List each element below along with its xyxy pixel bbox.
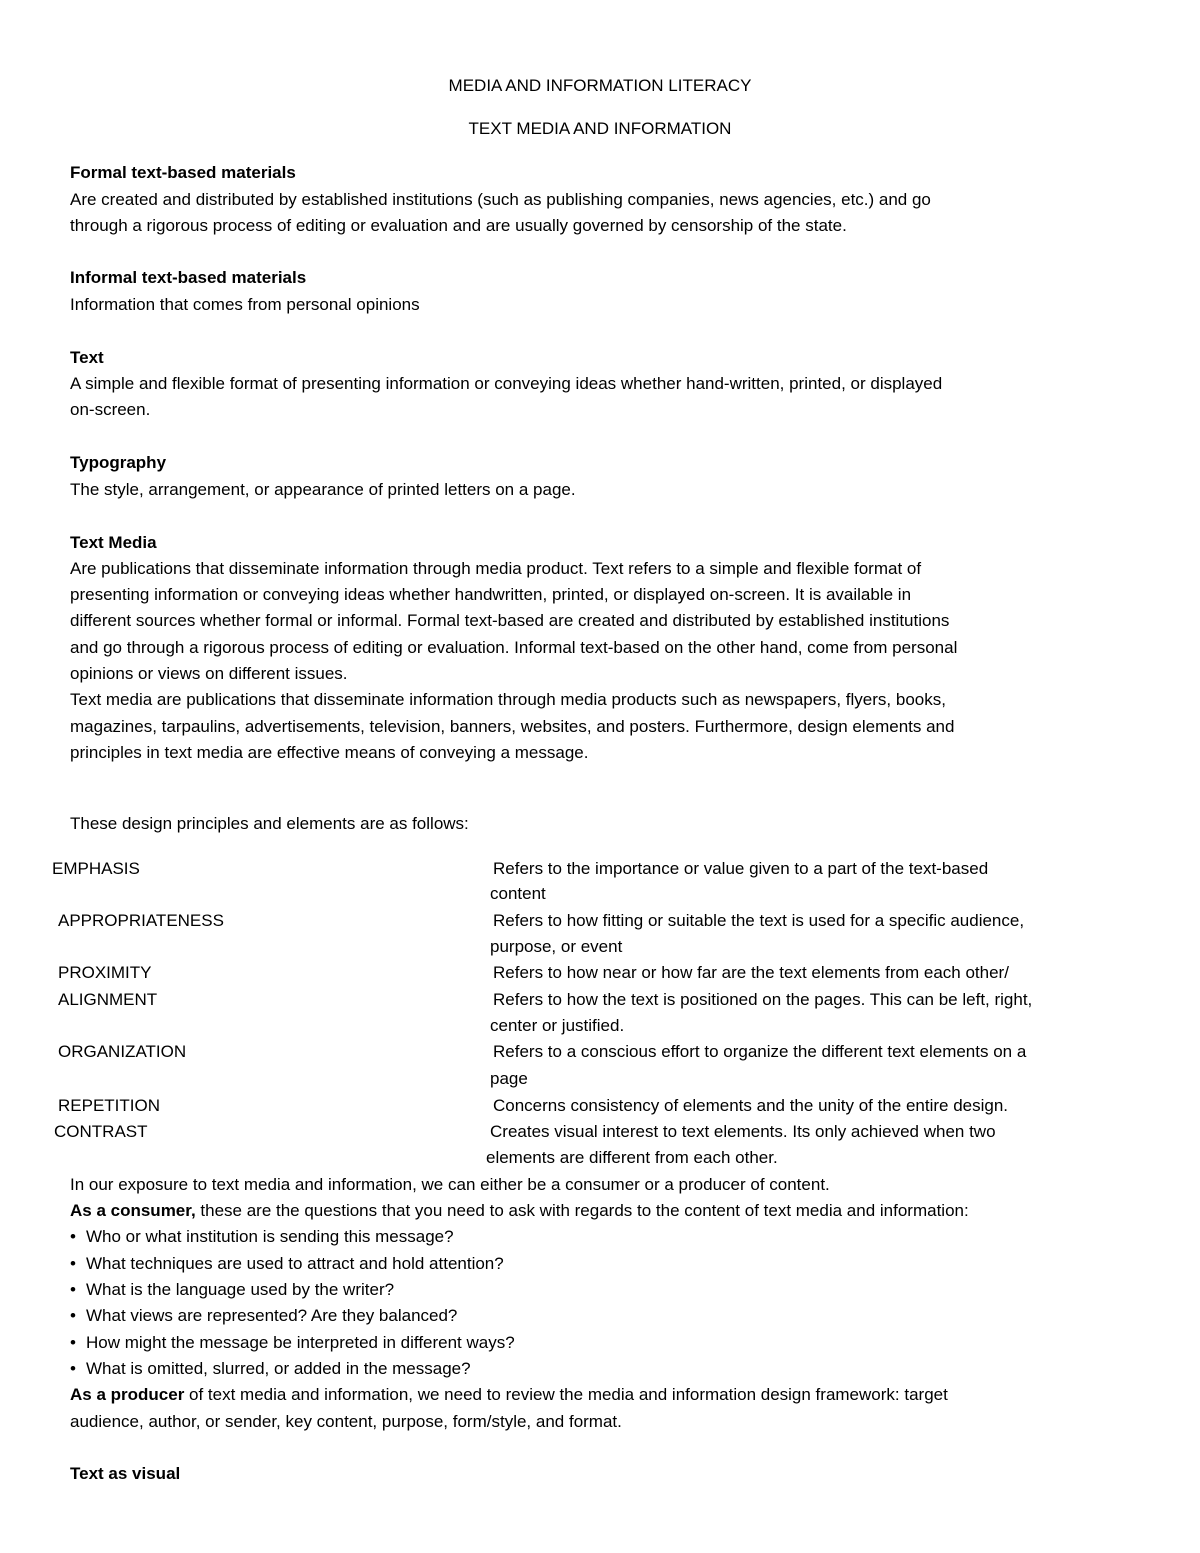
principle-term-contrast: CONTRAST — [54, 1122, 148, 1141]
typography-heading: Typography — [70, 453, 167, 472]
bullet-icon: • — [70, 1333, 76, 1352]
principle-def-organization-2: page — [490, 1069, 528, 1088]
producer-line-2: audience, author, or sender, key content, purpose, form/style, and format. — [70, 1412, 622, 1431]
question-item: • What is omitted, slurred, or added in the message? — [70, 1356, 471, 1382]
principle-def-emphasis-2: content — [490, 884, 546, 903]
bullet-icon: • — [70, 1227, 76, 1246]
principle-term-alignment: ALIGNMENT — [58, 990, 158, 1009]
principle-def-appropriateness-1: Refers to how fitting or suitable the text is used for a specific audience, — [493, 911, 1025, 930]
principle-def-appropriateness-2: purpose, or event — [490, 937, 623, 956]
text-media-line-3: different sources whether formal or informal. Formal text-based are created and distributed by established institutions — [70, 611, 950, 630]
typography-line-1: The style, arrangement, or appearance of printed letters on a page. — [70, 480, 576, 499]
question-item: • What views are represented? Are they balanced? — [70, 1303, 457, 1329]
formal-line-2: through a rigorous process of editing or evaluation and are usually governed by censorship of the state. — [70, 216, 847, 235]
principle-def-proximity-1: Refers to how near or how far are the text elements from each other/ — [493, 963, 1009, 982]
principle-def-repetition-1: Concerns consistency of elements and the unity of the entire design. — [493, 1096, 1009, 1115]
bullet-icon: • — [70, 1254, 76, 1273]
principle-term-emphasis: EMPHASIS — [52, 859, 140, 878]
exposure-paragraph: In our exposure to text media and information, we can either be a consumer or a producer of content. — [70, 1175, 830, 1194]
bullet-icon: • — [70, 1306, 76, 1325]
text-media-line-5: opinions or views on different issues. — [70, 664, 348, 683]
principles-intro: These design principles and elements are as follows: — [70, 814, 469, 833]
informal-line-1: Information that comes from personal opinions — [70, 295, 420, 314]
text-media-heading: Text Media — [70, 533, 157, 552]
principle-def-contrast-2: elements are different from each other. — [486, 1148, 778, 1167]
producer-rest: of text media and information, we need to review the media and information design framework: target — [184, 1385, 948, 1404]
producer-paragraph — [70, 1382, 948, 1408]
question-item: • Who or what institution is sending this message? — [70, 1224, 454, 1250]
principle-term-proximity: PROXIMITY — [58, 963, 152, 982]
document-title: MEDIA AND INFORMATION LITERACY — [448, 76, 752, 95]
text-media-line-4: and go through a rigorous process of editing or evaluation. Informal text-based on the other hand, come from personal — [70, 638, 958, 657]
principle-def-alignment-2: center or justified. — [490, 1016, 625, 1035]
consumer-paragraph — [70, 1198, 969, 1224]
principle-term-organization: ORGANIZATION — [58, 1042, 187, 1061]
principle-def-contrast-1: Creates visual interest to text elements. Its only achieved when two — [490, 1122, 996, 1141]
text-heading: Text — [70, 348, 104, 367]
text-line-1: A simple and flexible format of presenting information or conveying ideas whether hand-written, printed, or displayed — [70, 374, 943, 393]
formal-line-1: Are created and distributed by established institutions (such as publishing companies, news agencies, etc.) and go — [70, 190, 931, 209]
principle-def-alignment-1: Refers to how the text is positioned on the pages. This can be left, right, — [493, 990, 1033, 1009]
principle-term-repetition: REPETITION — [58, 1096, 161, 1115]
informal-heading: Informal text-based materials — [70, 268, 307, 287]
formal-heading: Formal text-based materials — [70, 163, 296, 182]
bullet-icon: • — [70, 1359, 76, 1378]
principle-def-emphasis-1: Refers to the importance or value given to a part of the text-based — [493, 859, 989, 878]
question-item: • How might the message be interpreted in different ways? — [70, 1330, 515, 1356]
principle-term-appropriateness: APPROPRIATENESS — [58, 911, 224, 930]
principle-def-organization-1: Refers to a conscious effort to organize the different text elements on a — [493, 1042, 1027, 1061]
bullet-icon: • — [70, 1280, 76, 1299]
text-media-line-6: Text media are publications that disseminate information through media products such as newspapers, flyers, books, — [70, 690, 946, 709]
text-media-line-2: presenting information or conveying ideas whether handwritten, printed, or displayed on-screen. It is available in — [70, 585, 912, 604]
consumer-bold: As a consumer, — [70, 1201, 196, 1220]
text-line-2: on-screen. — [70, 400, 151, 419]
question-item: • What is the language used by the writer? — [70, 1277, 394, 1303]
producer-bold: As a producer — [70, 1385, 185, 1404]
text-as-visual-heading: Text as visual — [70, 1464, 181, 1483]
question-item: • What techniques are used to attract and hold attention? — [70, 1251, 504, 1277]
text-media-line-7: magazines, tarpaulins, advertisements, television, banners, websites, and posters. Furthermore, design elements and — [70, 717, 955, 736]
text-media-line-1: Are publications that disseminate information through media product. Text refers to a simple and flexible format of — [70, 559, 922, 578]
document-subtitle: TEXT MEDIA AND INFORMATION — [468, 119, 732, 138]
consumer-rest: these are the questions that you need to ask with regards to the content of text media and information: — [195, 1201, 969, 1220]
text-media-line-8: principles in text media are effective means of conveying a message. — [70, 743, 589, 762]
